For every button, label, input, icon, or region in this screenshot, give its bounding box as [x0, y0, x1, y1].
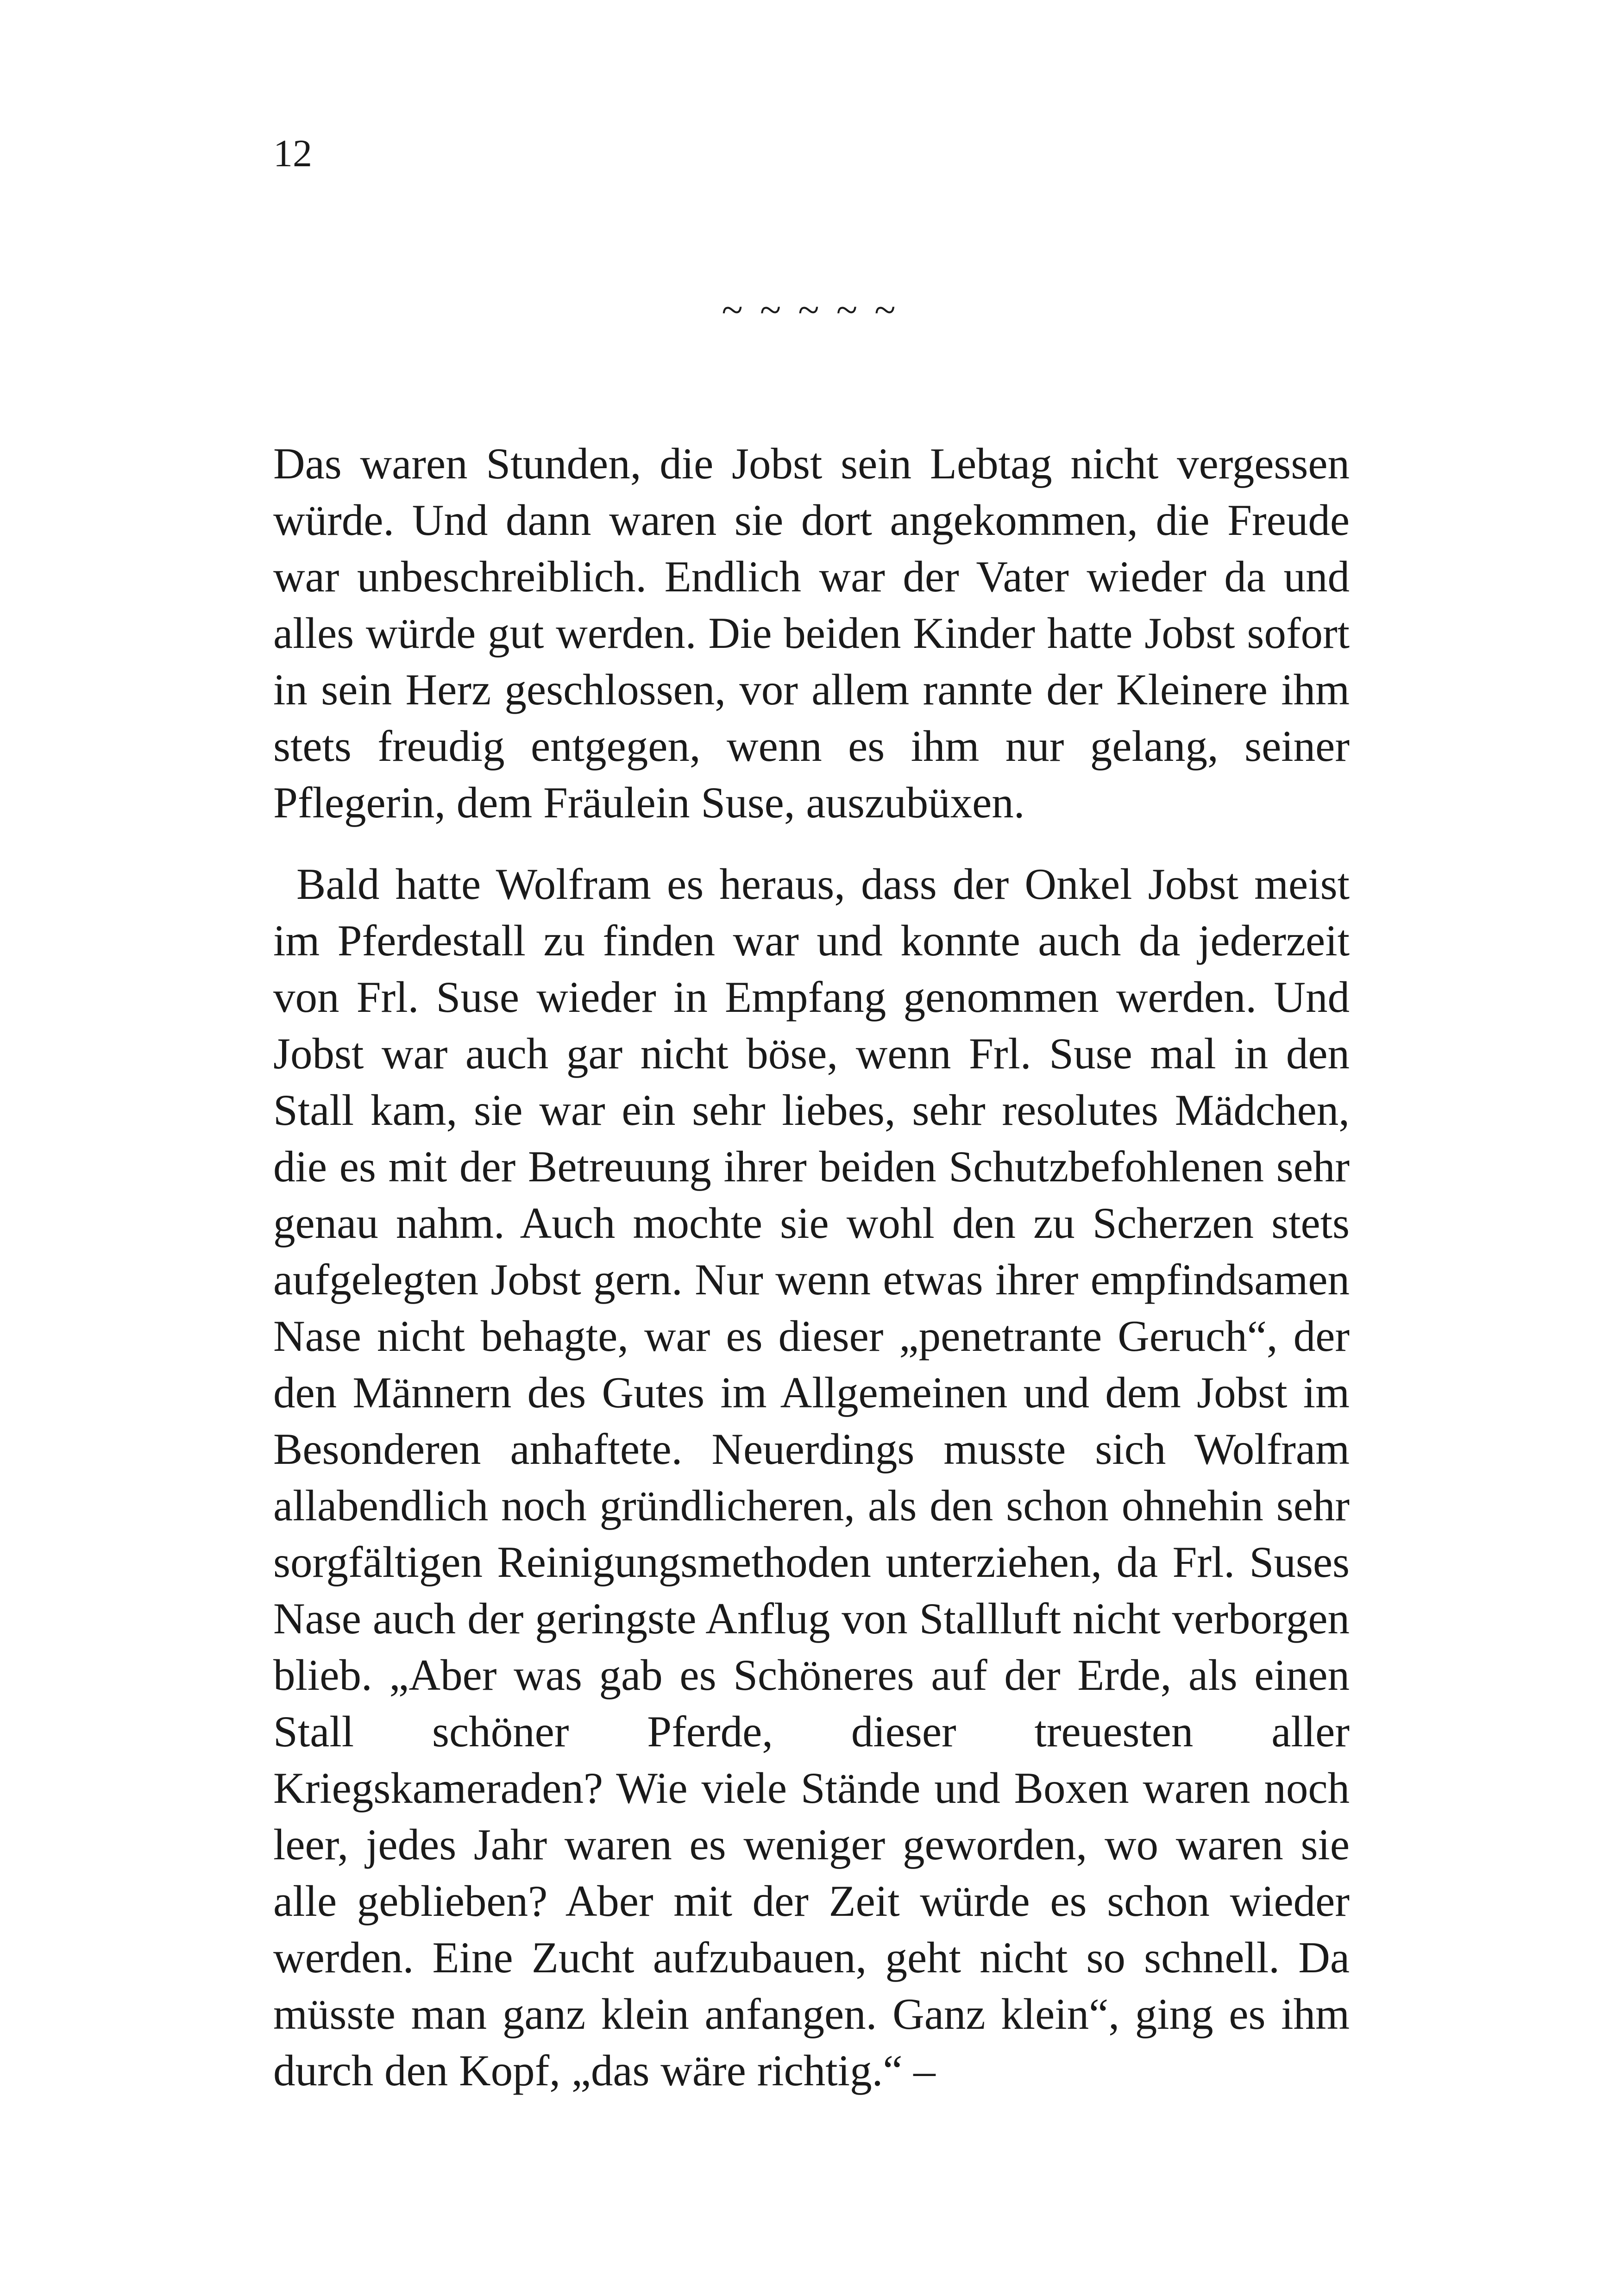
- paragraph-2: Bald hatte Wolfram es heraus, dass der Onkel Jobst meist im Pferdestall zu finden war und konnte auch da jederzeit von Frl. Suse wieder in Empfang genommen werden. Und Jobst war auch gar nicht böse, wenn Frl. Suse mal in den Stall kam, sie war ein sehr liebes, sehr resolutes Mädchen, die es mit der Betreuung ihrer beiden Schutzbefohlenen sehr genau nahm. Auch mochte sie wohl den zu Scherzen stets aufgelegten Jobst gern. Nur wenn etwas ihrer empfindsamen Nase nicht behagte, war es dieser „penetrante Geruch“, der den Männern des Gutes im Allgemeinen und dem Jobst im Besonderen anhaftete. Neuerdings musste sich Wolfram allabendlich noch gründlicheren, als den schon ohnehin sehr sorgfältigen Reinigungsmethoden unterziehen, da Frl. Suses Nase auch der geringste Anflug von Stallluft nicht verborgen blieb. „Aber was gab es Schöneres auf der Erde, als einen Stall schöner Pferde, dieser treuesten aller Kriegskameraden? Wie viele Stände und Boxen waren noch leer, jedes Jahr waren es weniger geworden, wo waren sie alle geblieben? Aber mit der Zeit würde es schon wieder werden. Eine Zucht aufzubauen, geht nicht so schnell. Da müsste man ganz klein anfangen. Ganz klein“, ging es ihm durch den Kopf, „das wäre richtig.“ –: [273, 859, 1350, 2095]
- body-text: [273, 435, 1350, 2099]
- section-separator: ~ ~ ~ ~ ~: [722, 289, 899, 332]
- page-number: 12: [273, 132, 312, 175]
- paragraph-1: Das waren Stunden, die Jobst sein Lebtag nicht vergessen würde. Und dann waren sie dort angekommen, die Freude war unbeschreiblich. Endlich war der Vater wieder da und alles würde gut werden. Die beiden Kinder hatte Jobst sofort in sein Herz geschlossen, vor allem rannte der Kleinere ihm stets freudig entgegen, wenn es ihm nur gelang, seiner Pflegerin, dem Fräulein Suse, auszubüxen.: [273, 439, 1350, 827]
